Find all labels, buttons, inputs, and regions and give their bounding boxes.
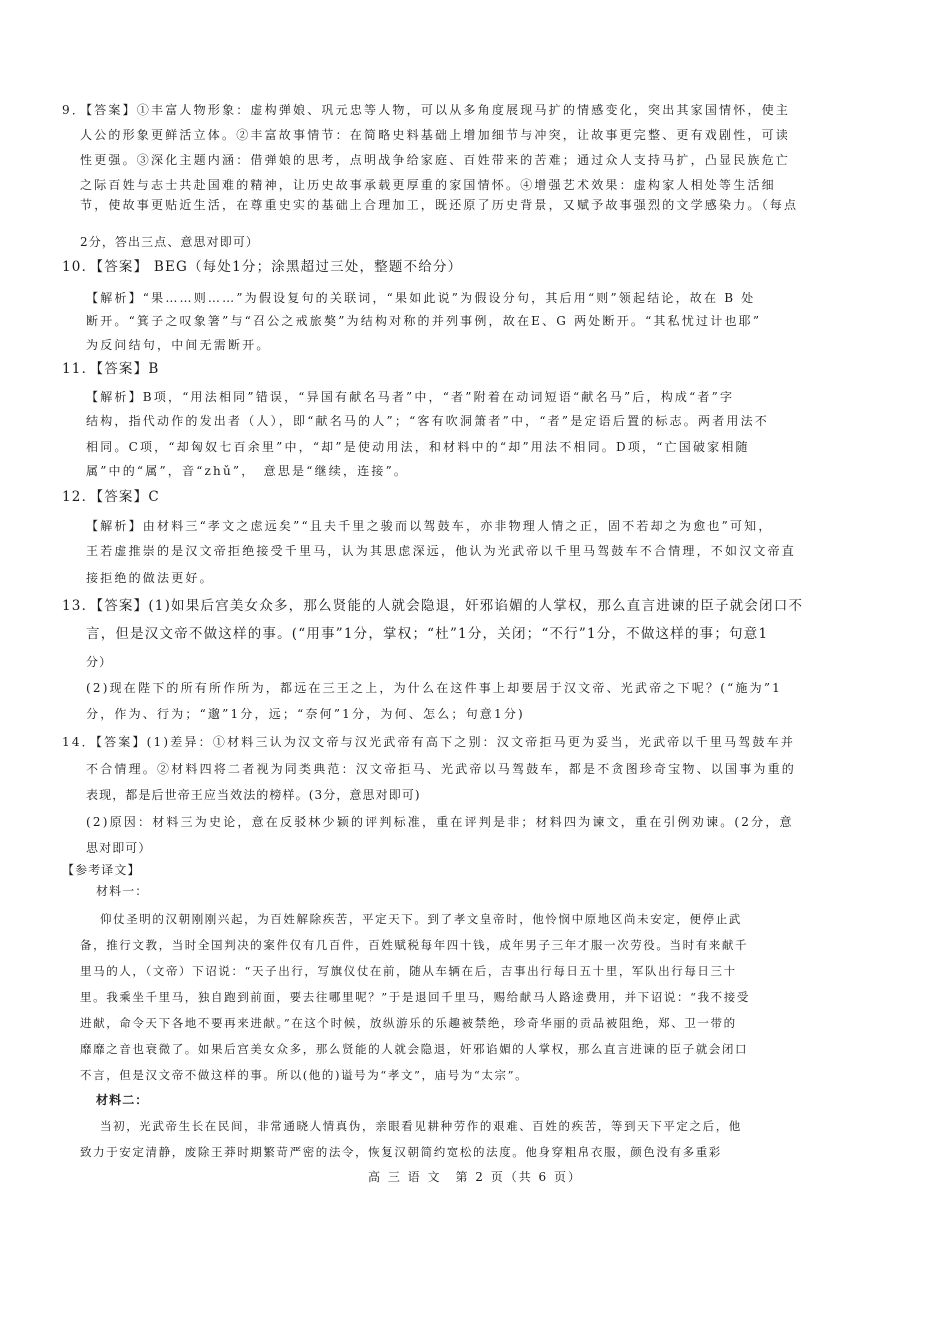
q14-line-1: 14．【答案】(1)差异：①材料三认为汉文帝与汉光武帝有高下之别：汉文帝拒马更为妥当，光武帝以千里马驾鼓车并: [62, 735, 796, 749]
material-one-line: 不言，但是汉文帝不做这样的事。所以(他的)谥号为“孝文”，庙号为“太宗”。: [80, 1068, 529, 1082]
q14-line-4: (2)原因：材料三为史论，意在反驳林少颖的评判标准，重在评判是非；材料四为谏文，重在引例劝谏。(2分，意: [86, 815, 794, 829]
q13-line-4: (2)现在陛下的所有所作所为，都远在三王之上，为什么在这件事上却要居于汉文帝、光武帝之下呢？(“施为”1: [86, 681, 782, 695]
material-two-title: 材料二：: [96, 1093, 149, 1107]
material-one-line: 靡靡之音也衰微了。如果后宫美女众多，那么贤能的人就会隐退，奸邪谄媚的人掌权，那么直言进谏的臣子就会闭口: [80, 1042, 749, 1056]
q14-line-3: 表现，都是后世帝王应当效法的榜样。(3分，意思对即可): [86, 788, 421, 802]
q9-line-3: 性更强。③深化主题内涵：借弹娘的思考，点明战争给家庭、百姓带来的苦难；通过众人支持马扩，凸显民族危亡: [80, 153, 791, 167]
q11-analysis-2: 结构，指代动作的发出者（人），即“献名马的人”；“客有吹洞箫者”中，“者”是定语后置的标志。两者用法不: [86, 414, 770, 428]
material-two-line: 当初，光武帝生长在民间，非常通晓人情真伪，亲眼看见耕种劳作的艰难、百姓的疾苦，等到天下平定之后，他: [100, 1119, 742, 1133]
q13-line-2: 言，但是汉文帝不做这样的事。(“用事”1分，掌权；“杜”1分，关闭；“不行”1分，不做这样的事；句意1: [86, 626, 769, 642]
q11-analysis-1: 【解析】B项，“用法相同”错误，“异国有献名马者”中，“者”附着在动词短语“献名马”后，构成“者”字: [86, 390, 735, 404]
q11-analysis-3: 相同。C项，“却匈奴七百余里”中，“却”是使动用法，和材料中的“却”用法不相同。D项，“亡国破家相随: [86, 440, 750, 454]
q13-line-3: 分）: [86, 655, 113, 669]
material-two-line: 致力于安定清静，废除王莽时期繁苛严密的法令，恢复汉朝简约宽松的法度。他身穿粗帛衣服，颜色没有多重彩: [80, 1145, 722, 1159]
material-one-title: 材料一：: [96, 884, 149, 898]
q12-analysis-3: 接拒绝的做法更好。: [86, 571, 214, 585]
q10-analysis-3: 为反问结句，中间无需断开。: [86, 338, 271, 352]
material-one-line: 进献，命令天下各地不要再来进献。”在这个时候，放纵游乐的乐趣被禁绝，珍奇华丽的贡品被阻绝，郑、卫一带的: [80, 1016, 737, 1030]
q9-line-6: 2分，答出三点、意思对即可）: [80, 235, 260, 249]
material-one-line: 里马的人，（文帝）下诏说：“天子出行，写旗仪仗在前，随从车辆在后，吉事出行每日五十里，军队出行每日三十: [80, 964, 737, 978]
material-one-line: 备，推行文教，当时全国判决的案件仅有几百件，百姓赋税每年四十钱，成年男子三年才服一次劳役。当时有来献千: [80, 938, 749, 952]
translation-heading: 【参考译文】: [62, 863, 141, 877]
q9-line-4: 之际百姓与志士共赴国难的精神，让历史故事承载更厚重的家国情怀。④增强艺术效果：虚构家人相处等生活细: [80, 178, 776, 192]
material-one-line: 里。我乘坐千里马，独自跑到前面，要去往哪里呢？”于是退回千里马，赐给献马人路途费用，并下诏说：“我不接受: [80, 990, 750, 1004]
q12-answer: 12．【答案】C: [62, 489, 160, 505]
q10-answer: 10．【答案】 BEG（每处1分；涂黑超过三处，整题不给分）: [62, 259, 463, 275]
q9-line-1: 9．【答案】①丰富人物形象：虚构弹娘、巩元忠等人物，可以从多角度展现马扩的情感变化，突出其家国情怀，使主: [62, 103, 791, 117]
q9-line-5: 节，使故事更贴近生活，在尊重史实的基础上合理加工，既还原了历史背景，又赋予故事强烈的文学感染力。（每点: [80, 198, 799, 212]
q11-analysis-4: 属”中的“属”，音“zhǔ”， 意思是“继续，连接”。: [86, 464, 409, 478]
q10-analysis-2: 断开。“箕子之叹象箸”与“召公之戒旅獒”为结构对称的并列事例，故在E、G 两处断开。“其私忧过计也耶”: [86, 314, 762, 328]
q12-analysis-1: 【解析】由材料三“孝文之虑远矣”“且夫千里之骏而以驾鼓车，亦非物理人情之正，固不若却之为愈也”可知，: [86, 519, 773, 533]
material-one-line: 仰仗圣明的汉朝刚刚兴起，为百姓解除疾苦，平定天下。到了孝文皇帝时，他怜悯中原地区尚未安定，便停止武: [100, 912, 742, 926]
q12-analysis-2: 王若虚推崇的是汉文帝拒绝接受千里马，认为其思虑深远，他认为光武帝以千里马驾鼓车不合情理，不如汉文帝直: [86, 544, 797, 558]
page-footer: 高 三 语 文 第 2 页（共 6 页）: [368, 1170, 582, 1184]
q10-analysis-1: 【解析】“果……则……”为假设复句的关联词，“果如此说”为假设分句，其后用“则”领起结论，故在 B 处: [86, 291, 756, 305]
q13-line-1: 13．【答案】(1)如果后宫美女众多，那么贤能的人就会隐退，奸邪谄媚的人掌权，那么直言进谏的臣子就会闭口不: [62, 598, 804, 614]
q13-line-5: 分，作为、行为；“邈”1分，远；“奈何”1分，为何、怎么；句意1分): [86, 707, 525, 721]
q14-line-5: 思对即可）: [86, 841, 152, 855]
q14-line-2: 不合情理。②材料四将二者视为同类典范：汉文帝拒马、光武帝以马驾鼓车，都是不贪图珍奇宝物、以国事为重的: [86, 762, 797, 776]
q11-answer: 11．【答案】B: [62, 361, 160, 377]
q9-line-2: 人公的形象更鲜活立体。②丰富故事情节：在简略史料基础上增加细节与冲突，让故事更完整、更有戏剧性，可读: [80, 128, 791, 142]
